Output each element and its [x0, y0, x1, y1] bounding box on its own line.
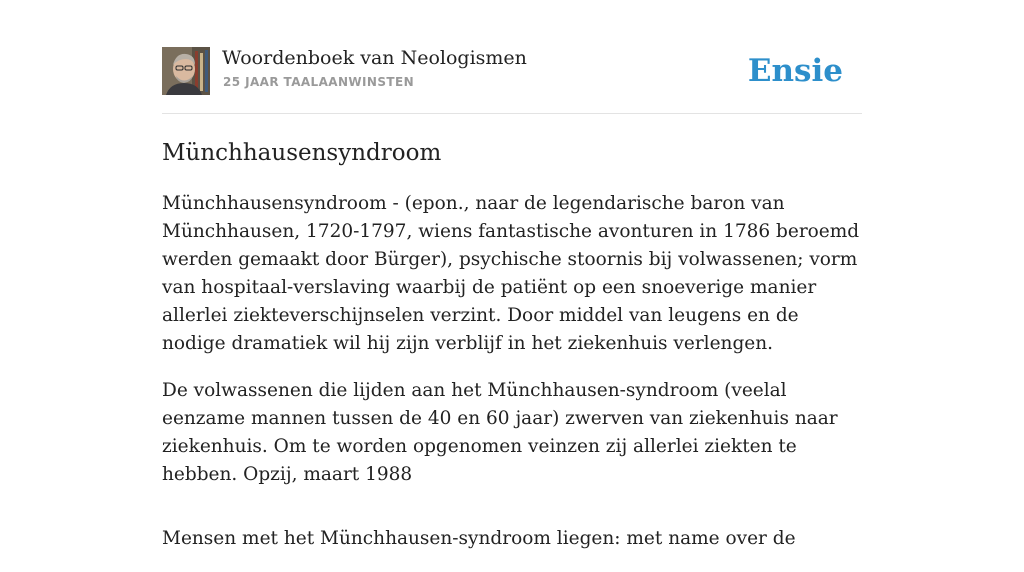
entry-quote-paragraph: Mensen met het Münchhausen-syndroom liegen: met name over de [162, 528, 796, 549]
ensie-logo-link[interactable]: Ensie [747, 53, 843, 89]
entry-content [162, 136, 868, 572]
site-title[interactable]: Woordenboek van Neologismen [222, 47, 527, 69]
entry-definition-paragraph: Münchhausensyndroom - (epon., naar de legendarische baron van Münchhausen, 1720-1797, wiens fantastische avonturen in 1786 beroemd werden gemaakt door Bürger), psychische stoornis bij volwassenen; vorm van hospitaal-verslaving waarbij de patiënt op een snoeverige manier allerlei ziekteverschijnselen verzint. Door middel van leugens en de nodige dramatiek wil hij zijn verblijf in het ziekenhuis verlengen. [162, 193, 860, 354]
avatar-portrait-icon [162, 47, 210, 95]
header-divider [162, 113, 862, 114]
entry-quote-paragraph: De volwassenen die lijden aan het Münchhausen-syndroom (veelal eenzame mannen tussen de 40 en 60 jaar) zwerven van ziekenhuis naar ziekenhuis. Om te worden opgenomen veinzen zij allerlei ziekten te hebben. Opzij, maart 1988 [162, 380, 838, 485]
author-avatar-icon[interactable] [162, 47, 210, 95]
site-header [162, 46, 862, 96]
entry-title: Münchhausensyndroom [162, 140, 442, 166]
site-subtitle: 25 JAAR TAALAANWINSTEN [223, 75, 415, 89]
